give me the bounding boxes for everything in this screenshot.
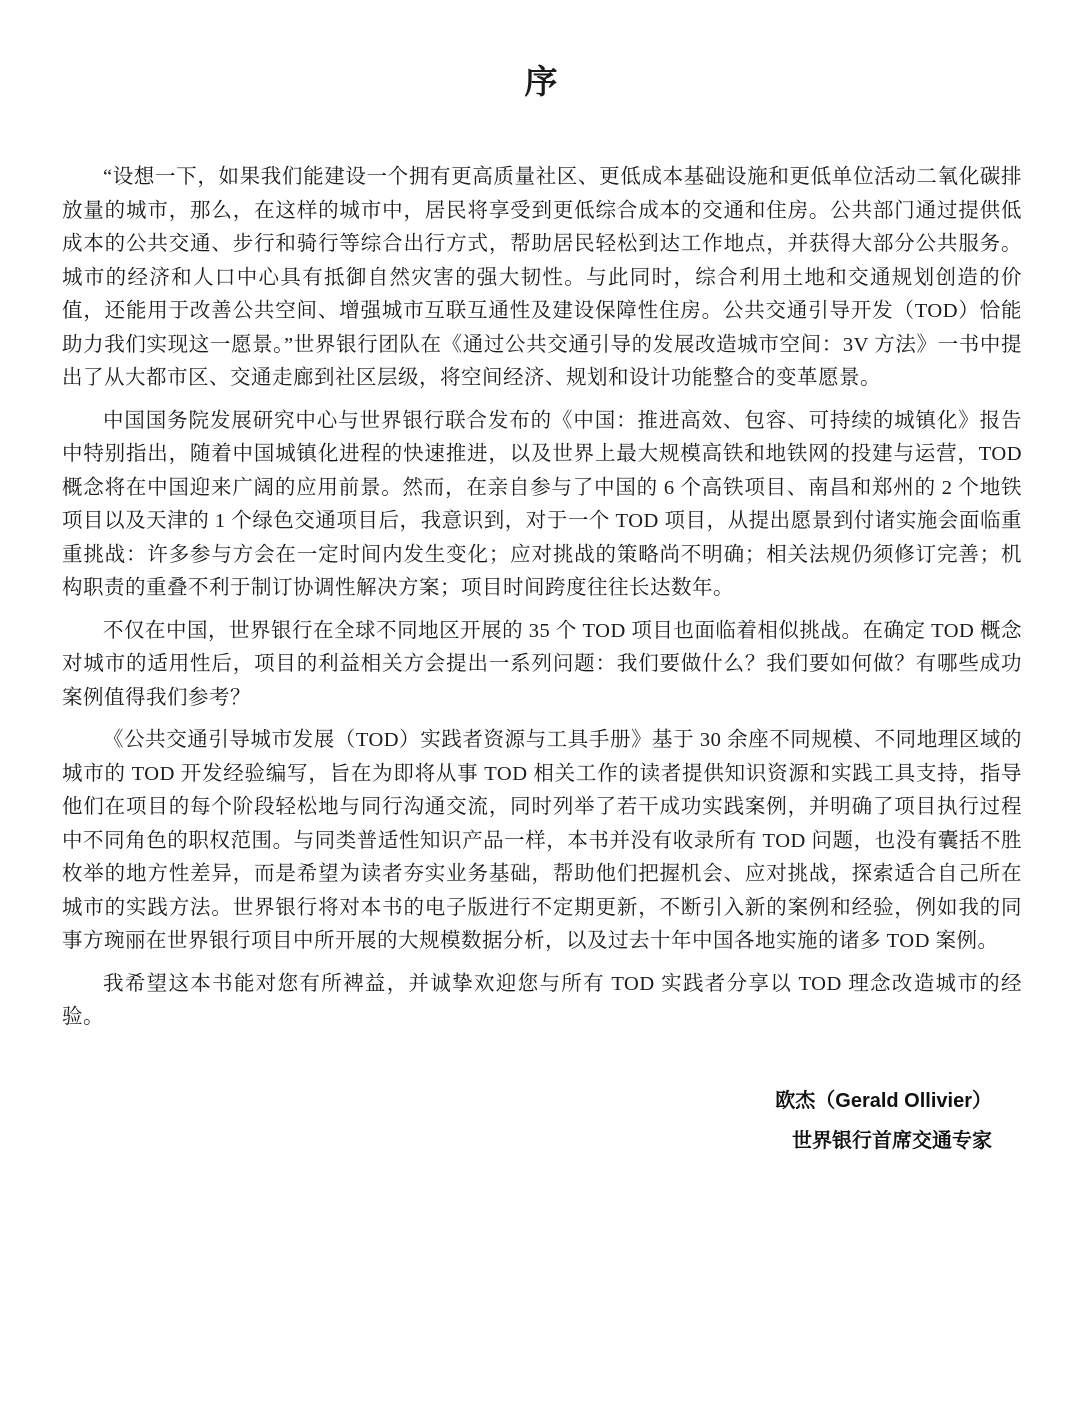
preface-body [62, 161, 1022, 1035]
page-title: 序 [524, 65, 560, 101]
paragraph-1: “设想一下，如果我们能建设一个拥有更高质量社区、更低成本基础设施和更低单位活动二氧化碳排放量的城市，那么，在这样的城市中，居民将享受到更低综合成本的交通和住房。公共部门通过提供低成本的公共交通、步行和骑行等综合出行方式，帮助居民轻松到达工作地点，并获得大部分公共服务。城市的经济和人口中心具有抵御自然灾害的强大韧性。与此同时，综合利用土地和交通规划创造的价值，还能用于改善公共空间、增强城市互联互通性及建设保障性住房。公共交通引导开发（TOD）恰能助力我们实现这一愿景。”世界银行团队在《通过公共交通引导的发展改造城市空间：3V 方法》一书中提出了从大都市区、交通走廊到社区层级，将空间经济、规划和设计功能整合的变革愿景。 [62, 166, 1022, 389]
author-name: 欧杰（Gerald Ollivier） [775, 1089, 992, 1112]
paragraph-5: 我希望这本书能对您有所裨益，并诚挚欢迎您与所有 TOD 实践者分享以 TOD 理念改造城市的经验。 [62, 972, 1022, 1028]
paragraph-4: 《公共交通引导城市发展（TOD）实践者资源与工具手册》基于 30 余座不同规模、不同地理区域的城市的 TOD 开发经验编写，旨在为即将从事 TOD 相关工作的读者提供知识资源和实践工具支持，指导他们在项目的每个阶段轻松地与同行沟通交流，同时列举了若干成功实践案例，并明确了项目执行过程中不同角色的职权范围。与同类普适性知识产品一样，本书并没有收录所有 TOD 问题，也没有囊括不胜枚举的地方性差异，而是希望为读者夯实业务基础，帮助他们把握机会、应对挑战，探索适合自己所在城市的实践方法。世界银行将对本书的电子版进行不定期更新，不断引入新的案例和经验，例如我的同事方琬丽在世界银行项目中所开展的大规模数据分析，以及过去十年中国各地实施的诸多 TOD 案例。 [62, 729, 1022, 952]
signature-block [62, 1081, 1022, 1161]
author-title: 世界银行首席交通专家 [792, 1129, 992, 1152]
paragraph-2: 中国国务院发展研究中心与世界银行联合发布的《中国：推进高效、包容、可持续的城镇化》报告中特别指出，随着中国城镇化进程的快速推进，以及世界上最大规模高铁和地铁网的投建与运营，TOD 概念将在中国迎来广阔的应用前景。然而，在亲自参与了中国的 6 个高铁项目、南昌和郑州的 2 个地铁项目以及天津的 1 个绿色交通项目后，我意识到，对于一个 TOD 项目，从提出愿景到付诸实施会面临重重挑战：许多参与方会在一定时间内发生变化；应对挑战的策略尚不明确；相关法规仍须修订完善；机构职责的重叠不利于制订协调性解决方案；项目时间跨度往往长达数年。 [62, 409, 1022, 599]
paragraph-3: 不仅在中国，世界银行在全球不同地区开展的 35 个 TOD 项目也面临着相似挑战。在确定 TOD 概念对城市的适用性后，项目的利益相关方会提出一系列问题：我们要做什么？我们要如何做？有哪些成功案例值得我们参考？ [62, 619, 1022, 709]
